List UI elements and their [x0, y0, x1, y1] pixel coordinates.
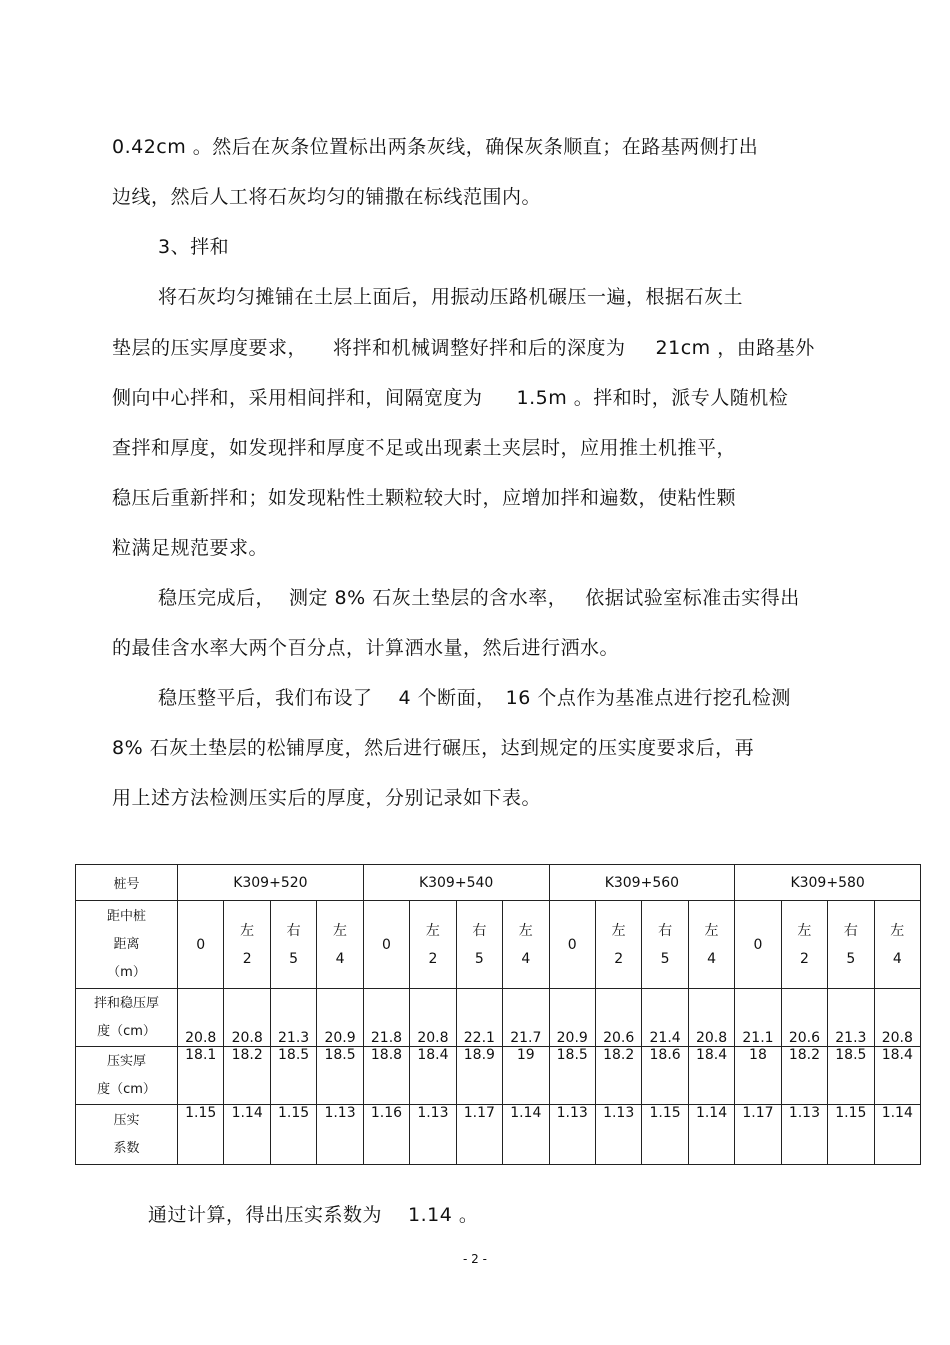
table-cell: 1.15 [270, 1105, 316, 1165]
station-label: 桩号 [76, 865, 178, 901]
table-cell: 21.7 [503, 989, 549, 1047]
table-row-compacted [76, 1047, 921, 1105]
table-cell: 1.15 [642, 1105, 688, 1165]
table-cell: 1.13 [781, 1105, 827, 1165]
paragraph-line [112, 383, 788, 410]
paragraph-line: 粒满足规范要求。 [112, 537, 269, 559]
table-cell: 1.14 [503, 1105, 549, 1165]
conclusion-line [148, 1200, 478, 1227]
table-cell: 20.8 [874, 989, 920, 1047]
table-cell: 20.8 [224, 989, 270, 1047]
table-cell: 左 2 [595, 901, 641, 989]
table-row-coefficient [76, 1105, 921, 1165]
table-cell: 左 4 [874, 901, 920, 989]
table-cell: 21.8 [363, 989, 409, 1047]
paragraph-line: 查拌和厚度，如发现拌和厚度不足或出现素土夹层时，应用推土机推平， [112, 437, 737, 459]
table-cell: 18.8 [363, 1047, 409, 1105]
table-row-loose [76, 989, 921, 1047]
text-run: 将拌和机械调整好拌和后的深度为 [333, 337, 626, 359]
table-cell: 18.4 [688, 1047, 734, 1105]
paragraph-line [112, 333, 815, 360]
page-number: - 2 - [463, 1252, 487, 1266]
text-run: 稳压完成后， [158, 587, 276, 609]
station-header: K309+520 [178, 865, 364, 901]
table-cell: 0 [735, 901, 781, 989]
table-cell: 18.9 [456, 1047, 502, 1105]
text-run: 16 个点作为基准点进行挖孔检测 [505, 687, 791, 709]
paragraph-line: 用上述方法检测压实后的厚度，分别记录如下表。 [112, 787, 542, 809]
station-header: K309+560 [549, 865, 735, 901]
table-cell: 0 [549, 901, 595, 989]
table-cell: 18.2 [595, 1047, 641, 1105]
table-cell: 18.5 [270, 1047, 316, 1105]
text-run: 1.14 。 [408, 1204, 479, 1226]
table-cell: 18 [735, 1047, 781, 1105]
table-cell: 18.4 [874, 1047, 920, 1105]
table-cell: 21.1 [735, 989, 781, 1047]
text-run: 21cm ，由路基外 [655, 337, 815, 359]
table-cell: 21.4 [642, 989, 688, 1047]
table-cell: 右 5 [828, 901, 874, 989]
table-cell: 右 5 [642, 901, 688, 989]
table-cell: 18.1 [178, 1047, 224, 1105]
paragraph-line: 边线，然后人工将石灰均匀的铺撒在标线范围内。 [112, 186, 542, 208]
table-cell: 18.4 [410, 1047, 456, 1105]
text-run: 稳压整平后，我们布设了 [158, 687, 373, 709]
table-cell: 1.14 [874, 1105, 920, 1165]
table-cell: 20.9 [317, 989, 363, 1047]
text-run: 1.5m 。拌和时，派专人随机检 [516, 387, 789, 409]
text-run: 垫层的压实厚度要求， [112, 337, 308, 359]
paragraph-line: 稳压后重新拌和；如发现粘性土颗粒较大时，应增加拌和遍数，使粘性颗 [112, 487, 737, 509]
table-cell: 18.2 [781, 1047, 827, 1105]
text-run: 测定 8% 石灰土垫层的含水率， [289, 587, 568, 609]
table-header-row [76, 865, 921, 901]
station-header: K309+540 [363, 865, 549, 901]
row-label-loose: 拌和稳压厚 度（cm） [76, 989, 178, 1047]
text-run: 通过计算，得出压实系数为 [148, 1204, 383, 1226]
table-cell: 1.14 [688, 1105, 734, 1165]
table-cell: 20.8 [178, 989, 224, 1047]
table-cell: 右 5 [456, 901, 502, 989]
table-cell: 21.3 [828, 989, 874, 1047]
table-cell: 0 [178, 901, 224, 989]
table-cell: 1.13 [549, 1105, 595, 1165]
paragraph-line: 0.42cm 。然后在灰条位置标出两条灰线，确保灰条顺直；在路基两侧打出 [112, 136, 759, 158]
table-cell: 21.3 [270, 989, 316, 1047]
table-cell: 18.5 [317, 1047, 363, 1105]
row-label-distance: 距中桩 距离 （m） [76, 901, 178, 989]
table-cell: 左 2 [410, 901, 456, 989]
row-label-compacted: 压实厚 度（cm） [76, 1047, 178, 1105]
table-cell: 左 2 [781, 901, 827, 989]
table-cell: 左 4 [503, 901, 549, 989]
table-cell: 18.2 [224, 1047, 270, 1105]
paragraph-line: 将石灰均匀摊铺在土层上面后，用振动压路机碾压一遍，根据石灰土 [158, 286, 744, 308]
table-cell: 1.14 [224, 1105, 270, 1165]
table-cell: 左 4 [317, 901, 363, 989]
table-cell: 20.6 [781, 989, 827, 1047]
table-cell: 20.9 [549, 989, 595, 1047]
paragraph-line: 8% 石灰土垫层的松铺厚度，然后进行碾压，达到规定的压实度要求后，再 [112, 737, 755, 759]
table-cell: 1.13 [317, 1105, 363, 1165]
table-cell: 1.16 [363, 1105, 409, 1165]
table-cell: 20.6 [595, 989, 641, 1047]
paragraph-line: 的最佳含水率大两个百分点，计算洒水量，然后进行洒水。 [112, 637, 620, 659]
table-cell: 19 [503, 1047, 549, 1105]
text-run: 4 个断面， [398, 687, 496, 709]
table-cell: 左 2 [224, 901, 270, 989]
table-row-distance [76, 901, 921, 989]
table-cell: 1.15 [178, 1105, 224, 1165]
table-cell: 22.1 [456, 989, 502, 1047]
table-cell: 0 [363, 901, 409, 989]
paragraph-line [158, 683, 791, 710]
text-run: 依据试验室标准击实得出 [585, 587, 800, 609]
table-cell: 左 4 [688, 901, 734, 989]
table-cell: 1.15 [828, 1105, 874, 1165]
table-cell: 20.8 [410, 989, 456, 1047]
table-cell: 1.13 [595, 1105, 641, 1165]
table-cell: 1.13 [410, 1105, 456, 1165]
table-cell: 1.17 [456, 1105, 502, 1165]
table-cell: 18.6 [642, 1047, 688, 1105]
text-run: 侧向中心拌和，采用相间拌和，间隔宽度为 [112, 387, 483, 409]
table-cell: 18.5 [828, 1047, 874, 1105]
thickness-table [75, 864, 921, 1165]
table-cell: 1.17 [735, 1105, 781, 1165]
row-label-coefficient: 压实 系数 [76, 1105, 178, 1165]
paragraph-line [158, 583, 800, 610]
station-header: K309+580 [735, 865, 921, 901]
table-cell: 右 5 [270, 901, 316, 989]
table-cell: 20.8 [688, 989, 734, 1047]
section-heading: 3、拌和 [158, 236, 230, 258]
table-cell: 18.5 [549, 1047, 595, 1105]
